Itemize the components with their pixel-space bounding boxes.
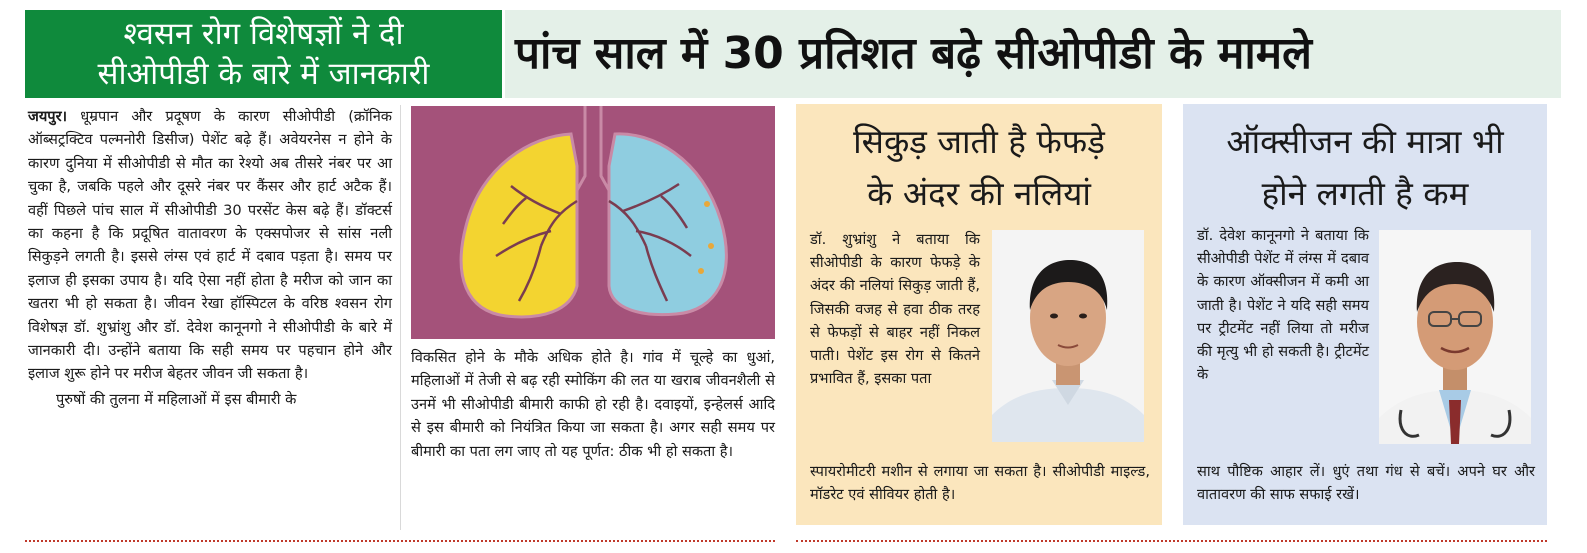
column-divider (400, 105, 401, 530)
box2-text-side: डॉ. देवेश कानूनगो ने बताया कि सीओपीडी पेशेंट में लंग्स में दबाव के कारण ऑक्सीजन में कमी आ जाती है। पेशेंट ने यदि सही समय पर ट्रीटमेंट नहीं लिया तो मरीज की मृत्यु भी हो सकती है। ट्रीटमेंट के (1197, 227, 1369, 384)
box2-title-line-1: ऑक्सीजन की मात्रा भी (1226, 122, 1504, 161)
sidebar-box-1 (796, 104, 1162, 525)
box2-title (1183, 116, 1547, 220)
headline: पांच साल में 30 प्रतिशत बढ़े सीओपीडी के मामले (515, 28, 1312, 79)
lungs-icon (411, 106, 775, 339)
article-column-1 (28, 105, 392, 411)
sidebar-box-2 (1183, 104, 1547, 525)
dateline: जयपुर। (28, 108, 68, 125)
kicker-line-1: श्वसन रोग विशेषज्ञों ने दी (123, 16, 404, 52)
box1-title-line-1: सिकुड़ जाती है फेफड़े (853, 122, 1105, 161)
article-paragraph-2: पुरुषों की तुलना में महिलाओं में इस बीमारी के (56, 390, 297, 408)
lungs-illustration (411, 106, 775, 339)
bottom-rule-left (25, 540, 775, 542)
kicker-box (25, 10, 502, 98)
kicker-line-2: सीओपीडी के बारे में जानकारी (97, 56, 430, 92)
article-paragraph-1 (28, 105, 392, 386)
doctor-photo-2 (1379, 230, 1531, 444)
box1-text-side: डॉ. शुभ्रांशु ने बताया कि सीओपीडी के कारण फेफड़े के अंदर की नलियां सिकुड़ जाती हैं, जिसकी वजह से हवा ठीक तरह से फेफड़ों से बाहर नहीं निकल पाती। पेशेंट इस रोग से कितने प्रभावित हैं, इसका पता (810, 231, 980, 388)
doctor-portrait-icon (992, 230, 1144, 442)
box2-title-line-2: होने लगती है कम (1261, 174, 1469, 213)
box1-title (796, 116, 1162, 220)
box1-title-line-2: के अंदर की नलियां (867, 174, 1091, 213)
article-p1-text: धूम्रपान और प्रदूषण के कारण सीओपीडी (क्रॉनिक ऑब्सट्रक्टिव पल्मनोरी डिसीज) पेशेंट बढ़े हैं। अवेयरनेस न होने के कारण दुनिया में सीओपीडी से मौत का रेश्यो अब तीसरे नंबर पर आ चुका है, जबकि पहले और दूसरे नंबर पर कैंसर और हार्ट अटैक हैं। वहीं पिछले पांच साल में सीओपीडी 30 परसेंट केस बढ़े हैं। डॉक्टर्स का कहना है कि प्रदूषित वातावरण के एक्सपोजर से सांस नली सिकुड़ने लगती है। इससे लंग्स एवं हार्ट में दबाव पड़ता है। समय पर इलाज ही इसका उपाय है। यदि ऐसा नहीं होता है मरीज को जान का खतरा भी हो सकता है। जीवन रेखा हॉस्पिटल के वरिष्ठ श्वसन रोग विशेषज्ञ डॉ. शुभ्रांशु और डॉ. देवेश कानूनगो ने सीओपीडी के बारे में जानकारी दी। उन्होंने बताया कि सही समय पर पहचान होने और इलाज शुरू होने पर मरीज बेहतर जीवन जी सकता है। (28, 108, 393, 383)
doctor-portrait-icon (1379, 230, 1531, 444)
bottom-rule-right (796, 540, 1547, 542)
box2-text-full: साथ पौष्टिक आहार लें। धुएं तथा गंध से बचें। अपने घर और वातावरण की साफ सफाई रखें। (1197, 463, 1535, 504)
article-column-2: विकसित होने के मौके अधिक होते है। गांव में चूल्हे का धुआं, महिलाओं में तेजी से बढ़ रही स्मोकिंग की लत या खराब जीवनशैली से उनमें भी सीओपीडी बीमारी काफी हो रही है। दवाइयों, इन्हेलर्स आदि से इस बीमारी को नियंत्रित किया जा सकता है। अगर सही समय पर बीमारी का पता लग जाए तो यह पूर्णत: ठीक भी हो सकता है। (411, 349, 775, 460)
box1-text-full: स्पायरोमीटरी मशीन से लगाया जा सकता है। सीओपीडी माइल्ड, मॉडरेट एवं सीवियर होती है। (810, 463, 1150, 504)
doctor-photo-1 (992, 230, 1144, 442)
